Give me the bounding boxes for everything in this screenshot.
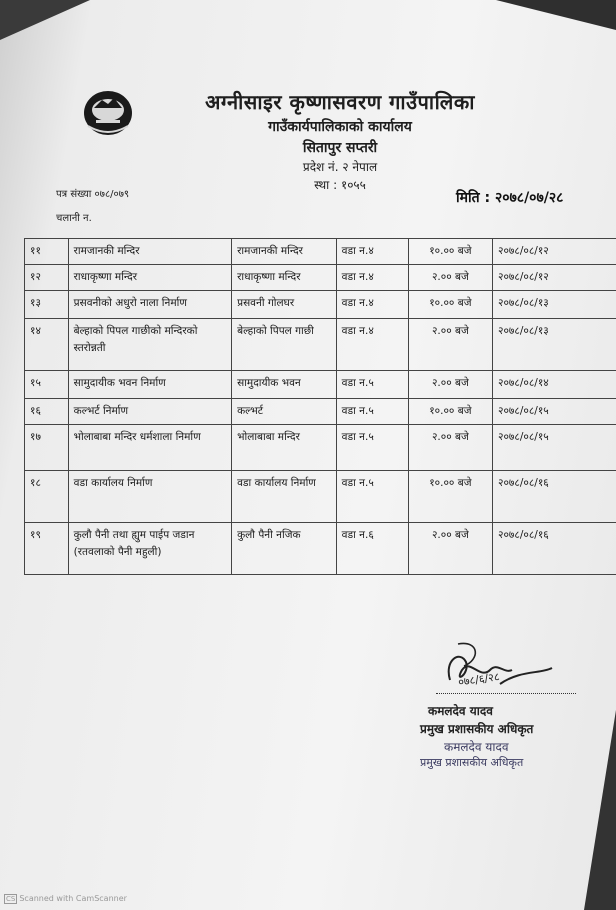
table-row xyxy=(25,265,616,291)
time-cell: २.०० बजे xyxy=(408,523,492,575)
table-row xyxy=(25,425,616,471)
office-header xyxy=(190,88,490,193)
stamp-name: कमलदेव यादव xyxy=(444,740,509,754)
serial-number-cell: १२ xyxy=(25,265,69,291)
ward-cell: वडा न.५ xyxy=(336,399,408,425)
date-cell: २०७८/०८/१६ xyxy=(493,471,616,523)
work-name-cell: राधाकृष्णा मन्दिर xyxy=(68,265,231,291)
date-cell: २०७८/०८/१२ xyxy=(493,265,616,291)
time-cell: २.०० बजे xyxy=(408,265,492,291)
signature-mark xyxy=(440,640,560,700)
stamp-title: प्रमुख प्रशासकीय अधिकृत xyxy=(420,756,524,769)
time-cell: २.०० बजे xyxy=(408,371,492,399)
ward-cell: वडा न.४ xyxy=(336,265,408,291)
place-cell: भोलाबाबा मन्दिर xyxy=(232,425,337,471)
serial-number-cell: १८ xyxy=(25,471,69,523)
ward-cell: वडा न.५ xyxy=(336,371,408,399)
work-name-cell: प्रसवनीको अधुरो नाला निर्माण xyxy=(68,291,231,319)
place-cell: बेल्हाको पिपल गाछी xyxy=(232,319,337,371)
signature-line xyxy=(436,693,576,694)
table-row xyxy=(25,239,616,265)
date-cell: २०७८/०८/१५ xyxy=(493,399,616,425)
place-cell: रामजानकी मन्दिर xyxy=(232,239,337,265)
scan-shadow xyxy=(0,0,90,40)
letter-date: मिति : २०७८/०७/२८ xyxy=(456,190,564,206)
ward-cell: वडा न.४ xyxy=(336,239,408,265)
time-cell: २.०० बजे xyxy=(408,425,492,471)
time-cell: १०.०० बजे xyxy=(408,291,492,319)
time-cell: १०.०० बजे xyxy=(408,471,492,523)
ward-cell: वडा न.६ xyxy=(336,523,408,575)
work-name-cell: भोलाबाबा मन्दिर धर्मशाला निर्माण xyxy=(68,425,231,471)
date-cell: २०७८/०८/१४ xyxy=(493,371,616,399)
serial-number-cell: १५ xyxy=(25,371,69,399)
time-cell: १०.०० बजे xyxy=(408,239,492,265)
scanner-watermark: CS Scanned with CamScanner xyxy=(6,894,127,903)
work-name-cell: कुलौ पैनी तथा ह्युम पाईप जडान (रतवलाको पैनी महुली) xyxy=(68,523,231,575)
work-name-cell: रामजानकी मन्दिर xyxy=(68,239,231,265)
serial-number-cell: १९ xyxy=(25,523,69,575)
establishment-line: स्था : १०५५ xyxy=(314,178,366,192)
table-row xyxy=(25,399,616,425)
ward-cell: वडा न.४ xyxy=(336,319,408,371)
date-cell: २०७८/०८/१३ xyxy=(493,319,616,371)
place-cell: कल्भर्ट xyxy=(232,399,337,425)
date-cell: २०७८/०८/१६ xyxy=(493,523,616,575)
table-row xyxy=(25,471,616,523)
serial-number-cell: १४ xyxy=(25,319,69,371)
municipality-name: अग्नीसाइर कृष्णासवरण गाउँपालिका xyxy=(205,90,475,114)
table-row xyxy=(25,371,616,399)
reference-number: पत्र संख्या ०७८/०७९ xyxy=(56,189,130,200)
serial-number-cell: ११ xyxy=(25,239,69,265)
schedule-table xyxy=(24,238,616,575)
letter-meta xyxy=(56,186,129,234)
work-name-cell: सामुदायीक भवन निर्माण xyxy=(68,371,231,399)
office-name: गाउँकार्यपालिकाको कार्यालय xyxy=(268,119,412,135)
serial-number-cell: १३ xyxy=(25,291,69,319)
table-row xyxy=(25,319,616,371)
date-cell: २०७८/०८/१३ xyxy=(493,291,616,319)
dispatch-number: चलानी न. xyxy=(56,213,92,224)
work-name-cell: कल्भर्ट निर्माण xyxy=(68,399,231,425)
place-cell: कुलौ पैनी नजिक xyxy=(232,523,337,575)
table-row xyxy=(25,523,616,575)
signatory-title: प्रमुख प्रशासकीय अधिकृत xyxy=(420,722,534,736)
ward-cell: वडा न.४ xyxy=(336,291,408,319)
serial-number-cell: १६ xyxy=(25,399,69,425)
office-location: सितापुर सप्तरी xyxy=(302,140,378,156)
work-name-cell: वडा कार्यालय निर्माण xyxy=(68,471,231,523)
date-cell: २०७८/०८/१२ xyxy=(493,239,616,265)
ward-cell: वडा न.५ xyxy=(336,425,408,471)
time-cell: १०.०० बजे xyxy=(408,399,492,425)
serial-number-cell: १७ xyxy=(25,425,69,471)
nepal-emblem-icon xyxy=(82,86,134,138)
signature-date: ०७८/६/२८ xyxy=(457,670,501,689)
place-cell: राधाकृष्णा मन्दिर xyxy=(232,265,337,291)
province-line: प्रदेश नं. २ नेपाल xyxy=(302,160,378,174)
scan-shadow xyxy=(496,0,616,30)
date-cell: २०७८/०८/१५ xyxy=(493,425,616,471)
place-cell: सामुदायीक भवन xyxy=(232,371,337,399)
ward-cell: वडा न.५ xyxy=(336,471,408,523)
place-cell: वडा कार्यालय निर्माण xyxy=(232,471,337,523)
table-row xyxy=(25,291,616,319)
scan-shadow xyxy=(576,710,616,910)
place-cell: प्रसवनी गोलघर xyxy=(232,291,337,319)
signatory-name: कमलदेव यादव xyxy=(428,704,493,718)
time-cell: २.०० बजे xyxy=(408,319,492,371)
work-name-cell: बेल्हाको पिपल गाछीको मन्दिरको स्तरोन्नती xyxy=(68,319,231,371)
